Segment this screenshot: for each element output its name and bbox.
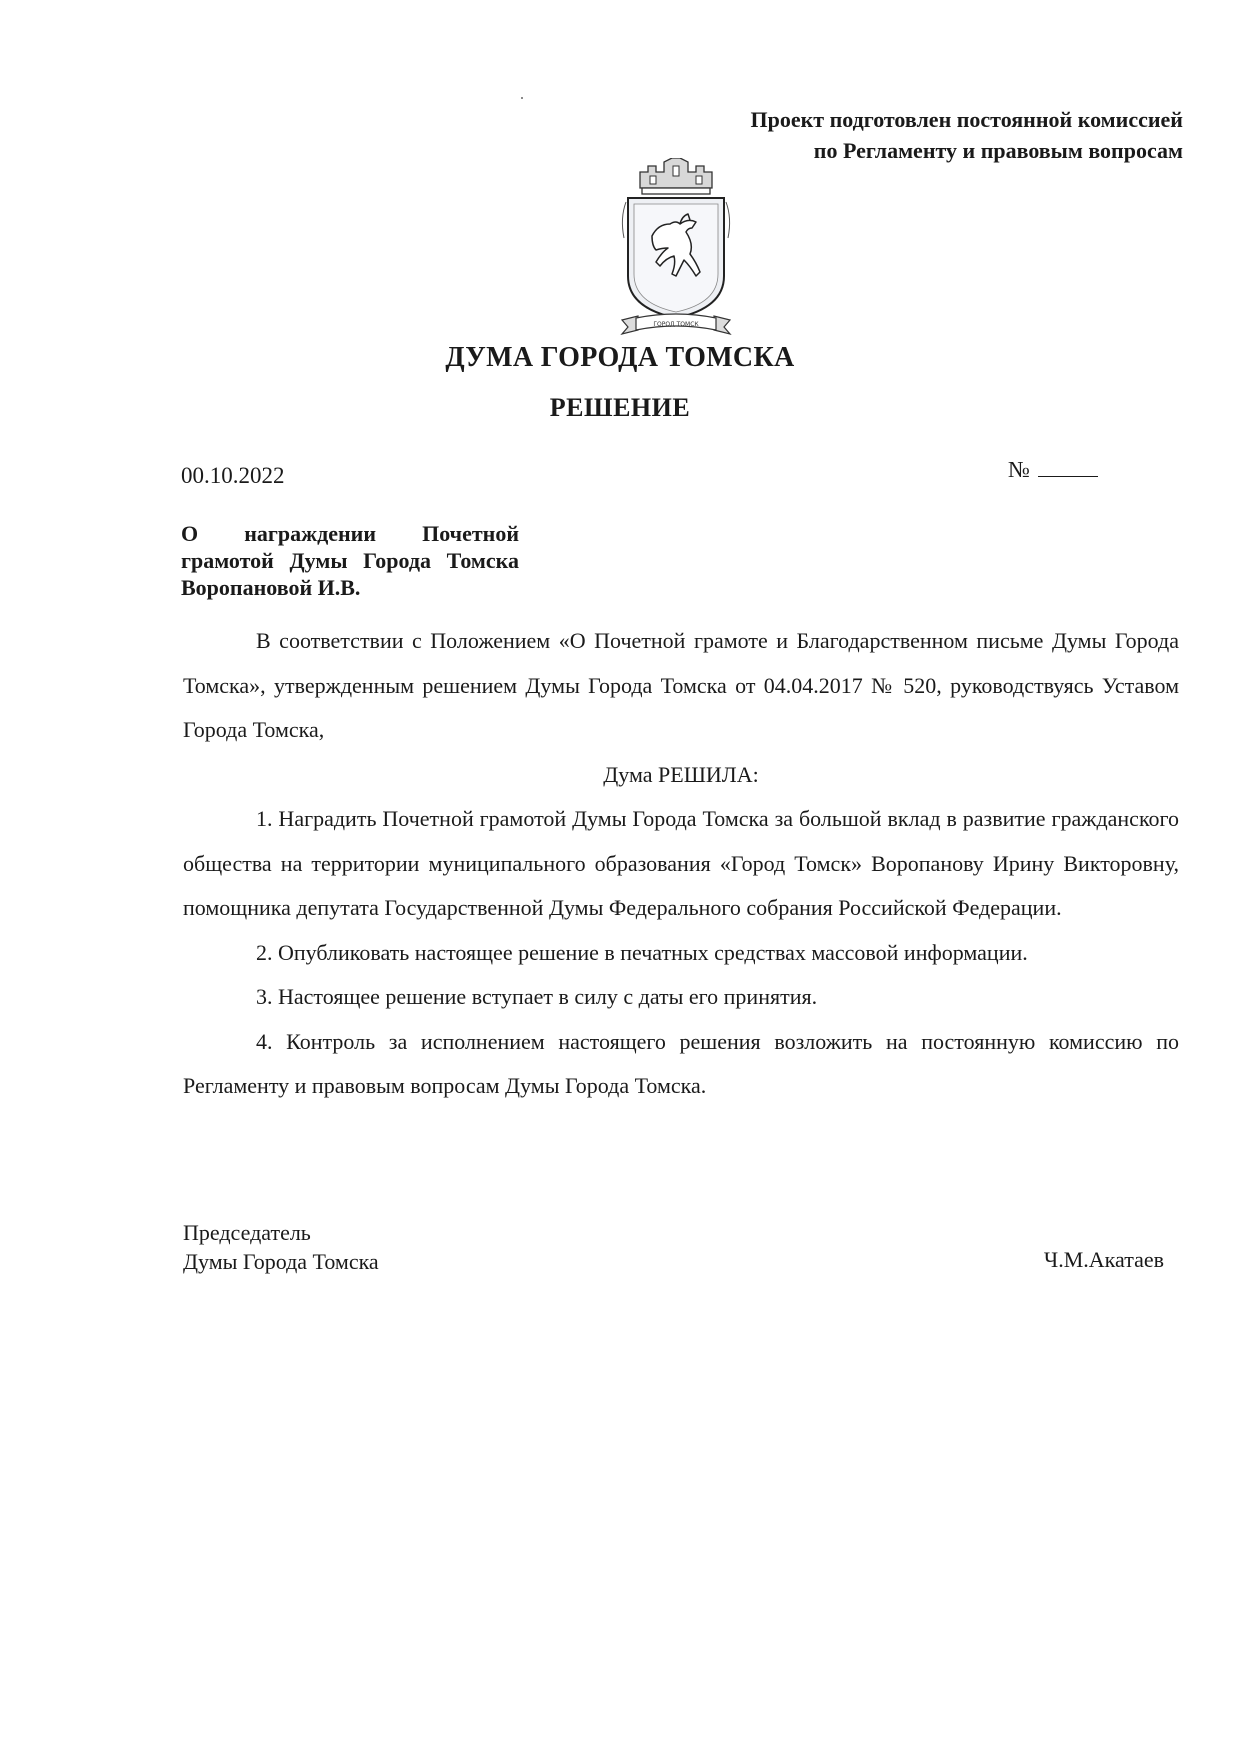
resolution-item: 1. Наградить Почетной грамотой Думы Города Томска за большой вклад в развитие гражданского общества на территории муниципального образования «Город Томск» Воропанову Ирину Викторовну, помощника депутата Государственной Думы Федерального собрания Российской Федерации.: [183, 806, 1179, 920]
header-note-line-1: Проект подготовлен постоянной комиссией: [750, 107, 1183, 132]
issuer-title: ДУМА ГОРОДА ТОМСКА: [445, 342, 795, 373]
number-blank: [1038, 456, 1098, 477]
document-number: [1008, 456, 1098, 483]
number-label: №: [1008, 457, 1030, 482]
header-note-line-2: по Регламенту и правовым вопросам: [813, 138, 1183, 163]
signatory-name: Ч.М.Акатаев: [1043, 1247, 1164, 1272]
scan-speck: [521, 97, 523, 99]
header-note: [750, 104, 1183, 166]
resolution-item: 3. Настоящее решение вступает в силу с даты его принятия.: [256, 984, 818, 1009]
resolution-item: 4. Контроль за исполнением настоящего решения возложить на постоянную комиссию по Регламенту и правовым вопросам Думы Города Томска.: [183, 1028, 1179, 1098]
signatory-title: [183, 1218, 379, 1276]
ribbon-text: ГОРОД ТОМСК: [653, 321, 699, 328]
document-body: [183, 619, 1179, 1109]
tomsk-coat-of-arms-icon: [618, 158, 734, 338]
signatory-title-line-1: Председатель: [183, 1220, 311, 1245]
document-subject: О награждении Почетной грамотой Думы Города Томска Воропановой И.В.: [181, 521, 519, 600]
preamble-paragraph: В соответствии с Положением «О Почетной грамоте и Благодарственном письме Думы Города Томска», утвержденным решением Думы Города Томска от 04.04.2017 № 520, руководствуясь Уставом Города Томска,: [183, 628, 1179, 742]
resolution-item: 2. Опубликовать настоящее решение в печатных средствах массовой информации.: [256, 939, 1028, 965]
signatory-title-line-2: Думы Города Томска: [183, 1249, 379, 1274]
document-type: РЕШЕНИЕ: [549, 393, 691, 422]
resolved-heading: Дума РЕШИЛА:: [603, 761, 759, 787]
document-date: 00.10.2022: [181, 463, 285, 488]
